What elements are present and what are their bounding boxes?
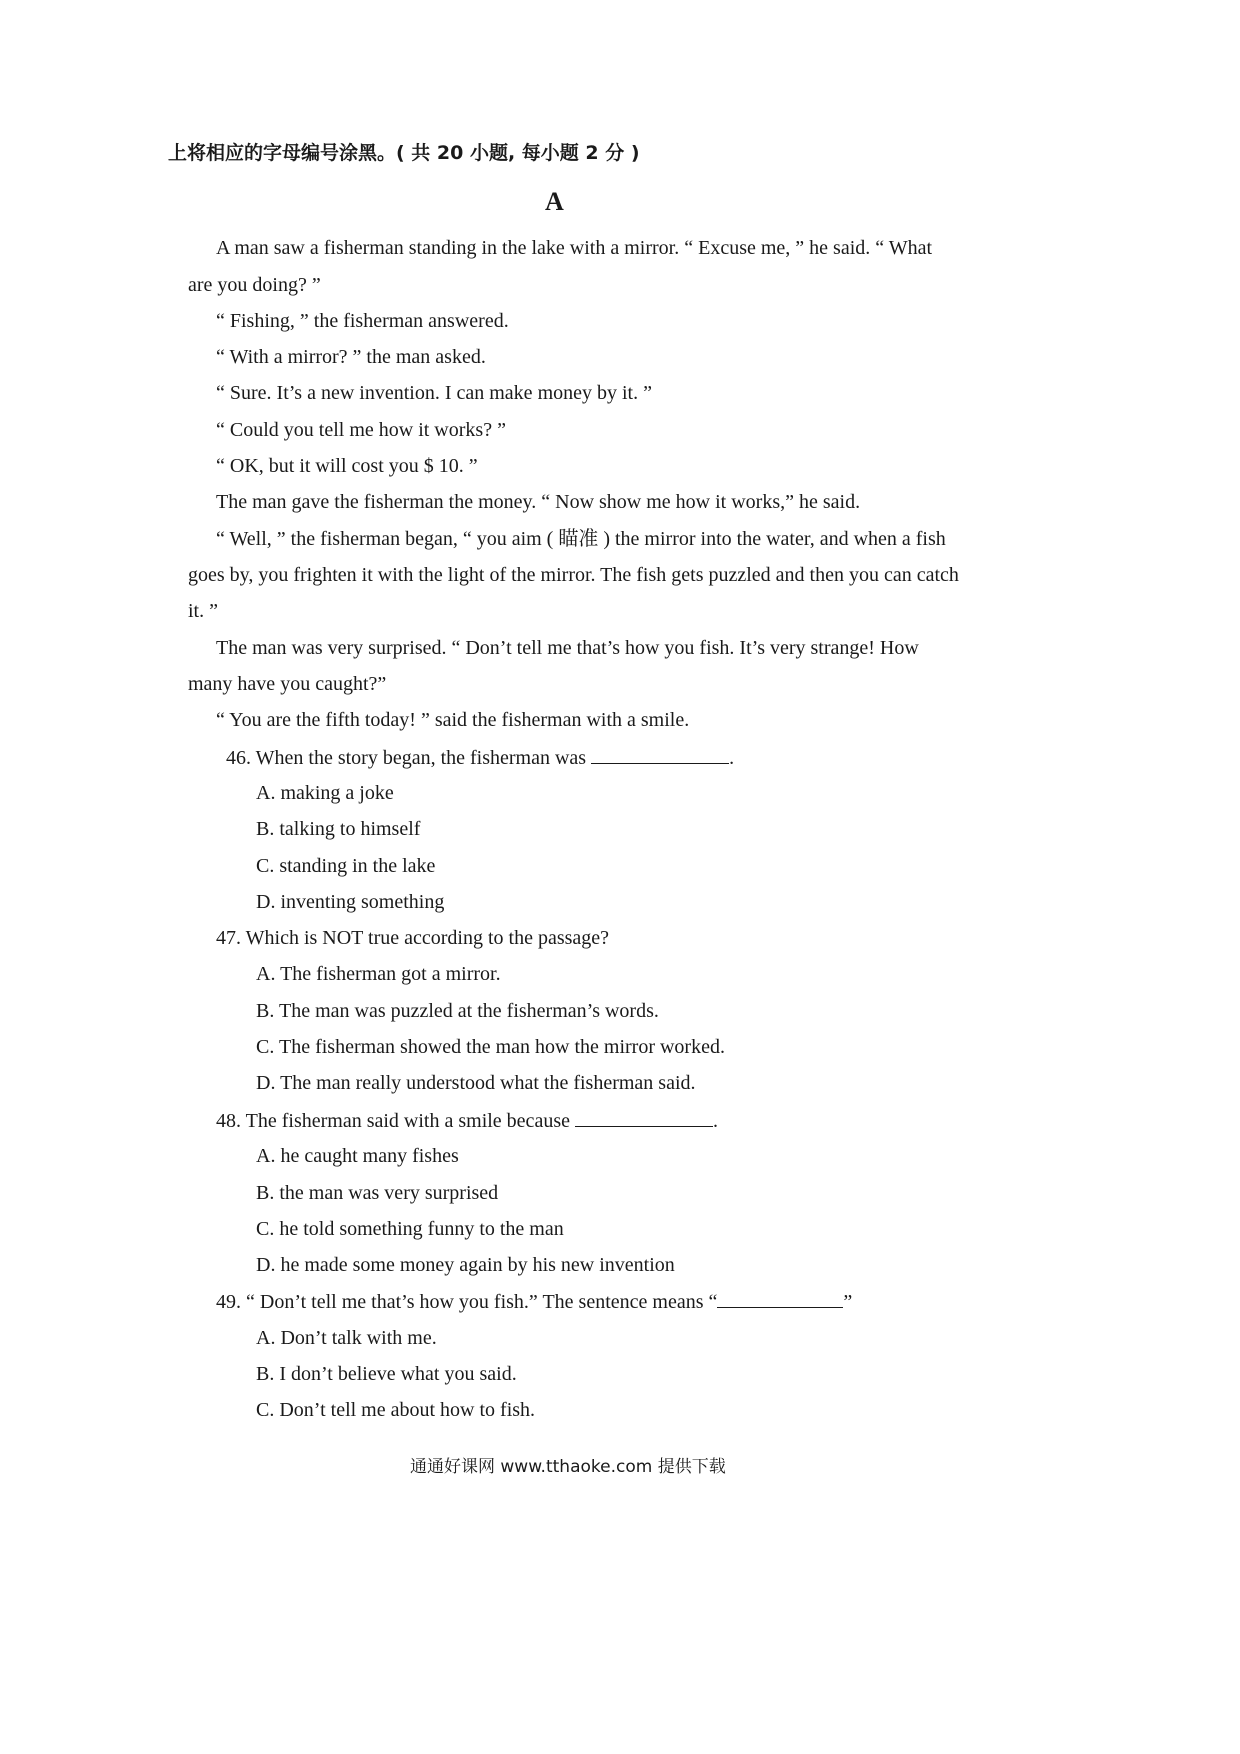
option-47-a: A. The fisherman got a mirror. bbox=[256, 963, 501, 985]
option-48-b: B. the man was very surprised bbox=[256, 1182, 499, 1204]
passage-line: “ Could you tell me how it works? ” bbox=[216, 419, 506, 441]
option-46-c: C. standing in the lake bbox=[256, 855, 436, 877]
question-47 bbox=[216, 926, 609, 950]
question-stem: 48. The fisherman said with a smile because bbox=[216, 1110, 570, 1132]
option-49-a: A. Don’t talk with me. bbox=[256, 1327, 437, 1349]
option-48-d: D. he made some money again by his new invention bbox=[256, 1254, 675, 1276]
option-48-c: C. he told something funny to the man bbox=[256, 1218, 564, 1240]
question-49 bbox=[216, 1289, 852, 1314]
passage-line: “ OK, but it will cost you $ 10. ” bbox=[216, 455, 478, 477]
option-46-a: A. making a joke bbox=[256, 782, 394, 804]
question-stem: 49. “ Don’t tell me that’s how you fish.” The sentence means “ bbox=[216, 1291, 718, 1313]
question-48 bbox=[216, 1108, 718, 1133]
answer-blank bbox=[717, 1289, 843, 1308]
passage-line: “ You are the fifth today! ” said the fisherman with a smile. bbox=[216, 709, 690, 731]
passage-line: “ Well, ” the fisherman began, “ you aim ( 瞄准 ) the mirror into the water, and when a fish bbox=[216, 528, 946, 550]
section-title: A bbox=[545, 187, 564, 216]
option-47-b: B. The man was puzzled at the fisherman’s words. bbox=[256, 1000, 659, 1022]
option-46-d: D. inventing something bbox=[256, 891, 445, 913]
option-49-b: B. I don’t believe what you said. bbox=[256, 1363, 517, 1385]
option-47-c: C. The fisherman showed the man how the mirror worked. bbox=[256, 1036, 725, 1058]
question-stem: 46. When the story began, the fisherman was bbox=[226, 747, 587, 769]
passage-line: A man saw a fisherman standing in the lake with a mirror. “ Excuse me, ” he said. “ What bbox=[216, 237, 933, 259]
footer-text: 通通好课网 www.tthaoke.com 提供下载 bbox=[410, 1457, 726, 1477]
instruction-text: 上将相应的字母编号涂黑。( 共 20 小题, 每小题 2 分 ) bbox=[168, 142, 640, 164]
passage-line: The man gave the fisherman the money. “ Now show me how it works,” he said. bbox=[216, 491, 861, 513]
question-stem-end: ” bbox=[843, 1291, 853, 1313]
passage-line: The man was very surprised. “ Don’t tell me that’s how you fish. It’s very strange! How bbox=[216, 637, 919, 659]
passage-line: goes by, you frighten it with the light of the mirror. The fish gets puzzled and then you can catch bbox=[188, 564, 959, 586]
question-stem-end: . bbox=[712, 1110, 718, 1132]
option-48-a: A. he caught many fishes bbox=[256, 1145, 459, 1167]
passage-line: “ Fishing, ” the fisherman answered. bbox=[216, 310, 509, 332]
passage-line: “ Sure. It’s a new invention. I can make money by it. ” bbox=[216, 382, 652, 404]
option-47-d: D. The man really understood what the fisherman said. bbox=[256, 1072, 696, 1094]
answer-blank bbox=[575, 1108, 713, 1127]
option-49-c: C. Don’t tell me about how to fish. bbox=[256, 1399, 536, 1421]
question-stem: 47. Which is NOT true according to the passage? bbox=[216, 927, 610, 949]
passage-line: “ With a mirror? ” the man asked. bbox=[216, 346, 486, 368]
option-46-b: B. talking to himself bbox=[256, 818, 421, 840]
question-stem-end: . bbox=[729, 747, 735, 769]
passage-line: are you doing? ” bbox=[188, 274, 321, 296]
passage-line: it. ” bbox=[188, 600, 218, 622]
passage-line: many have you caught?” bbox=[188, 673, 387, 695]
question-46 bbox=[226, 745, 734, 770]
answer-blank bbox=[591, 745, 729, 764]
